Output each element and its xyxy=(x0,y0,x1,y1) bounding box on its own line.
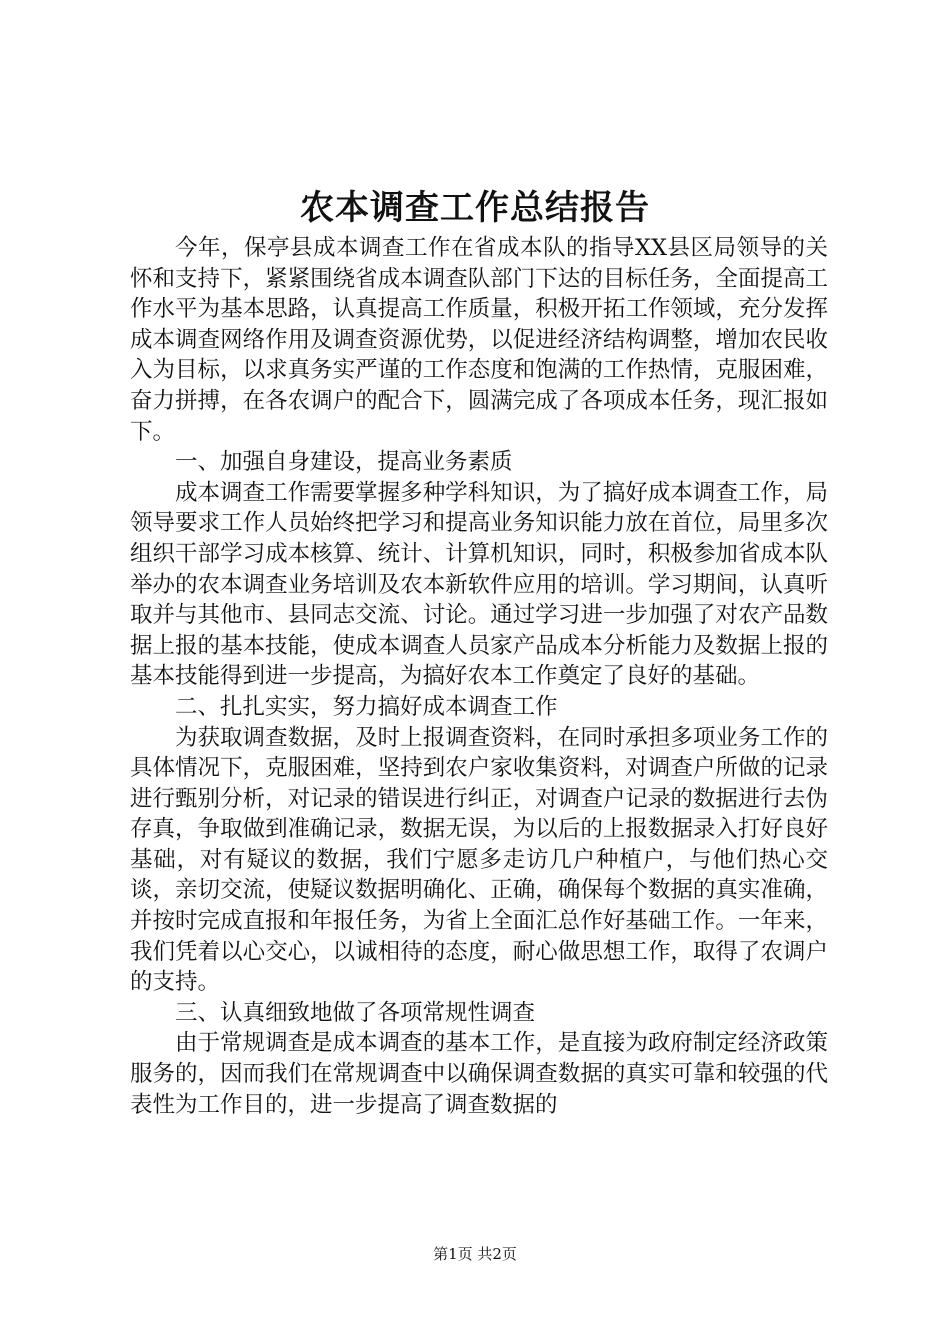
paragraph-section-3: 由于常规调查是成本调查的基本工作，是直接为政府制定经济政策服务的，因而我们在常规调查中以确保调查数据的真实可靠和较强的代表性为工作目的，进一步提高了调查数据的 xyxy=(130,1030,828,1118)
paragraph-section-2: 为获取调查数据，及时上报调查资料，在同时承担多项业务工作的具体情况下，克服困难，坚持到农户家收集资料，对调查户所做的记录进行甄别分析，对记录的错误进行纠正，对调查户记录的数据进行去伪存真，争取做到准确记录，数据无误，为以后的上报数据录入打好良好基础，对有疑议的数据，我们宁愿多走访几户种植户，与他们热心交谈，亲切交流，使疑议数据明确化、正确，确保每个数据的真实准确，并按时完成直报和年报任务，为省上全面汇总作好基础工作。一年来，我们凭着以心交心，以诚相待的态度，耐心做思想工作，取得了农调户的支持。 xyxy=(130,724,828,996)
section-heading-3: 三、认真细致地做了各项常规性调查 xyxy=(175,999,536,1026)
page-number-footer: 第1页 共2页 xyxy=(433,1245,517,1263)
paragraph-intro: 今年，保亭县成本调查工作在省成本队的指导XX县区局领导的关怀和支持下，紧紧围绕省成本调查队部门下达的目标任务，全面提高工作水平为基本思路，认真提高工作质量，积极开拓工作领域，充分发挥成本调查网络作用及调查资源优势，以促进经济结构调整，增加农民收入为目标，以求真务实严谨的工作态度和饱满的工作热情，克服困难，奋力拼搏，在各农调户的配合下，圆满完成了各项成本任务，现汇报如下。 xyxy=(130,235,828,445)
section-heading-2: 二、扎扎实实，努力搞好成本调查工作 xyxy=(175,693,558,720)
paragraph-section-1: 成本调查工作需要掌握多种学科知识，为了搞好成本调查工作，局领导要求工作人员始终把学习和提高业务知识能力放在首位，局里多次组织干部学习成本核算、统计、计算机知识，同时，积极参加省成本队举办的农本调查业务培训及农本新软件应用的培训。学习期间，认真听取并与其他市、县同志交流、讨论。通过学习进一步加强了对农产品数据上报的基本技能，使成本调查人员家产品成本分析能力及数据上报的基本技能得到进一步提高，为搞好农本工作奠定了良好的基础。 xyxy=(130,479,828,690)
document-title: 农本调查工作总结报告 xyxy=(300,188,650,228)
section-heading-1: 一、加强自身建设，提高业务素质 xyxy=(175,449,513,476)
document-body xyxy=(130,233,828,1120)
